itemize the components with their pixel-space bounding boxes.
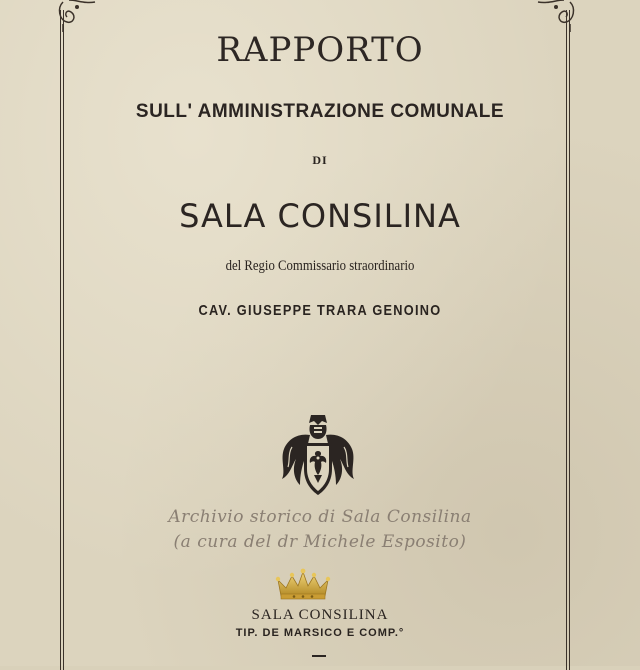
document-subtitle: SULL' AMMINISTRAZIONE COMUNALE <box>135 101 505 122</box>
preposition-text: DI <box>312 153 328 167</box>
archive-watermark-credit: (a cura del dr Michele Esposito) <box>173 532 467 552</box>
ornamental-dash <box>312 655 326 657</box>
town-name: SALA CONSILINA <box>179 197 461 235</box>
imprint-place: SALA CONSILINA <box>251 607 389 623</box>
corner-flourish-icon <box>534 0 578 32</box>
imprint-printer: TIP. DE MARSICO E COMP.° <box>235 627 405 639</box>
byline-text: del Regio Commissario straordinario <box>225 258 415 274</box>
document-title: RAPPORTO <box>216 30 424 70</box>
author-name: CAV. GIUSEPPE TRARA GENOINO <box>198 302 442 319</box>
crown-icon <box>274 568 332 602</box>
coat-of-arms-icon <box>278 413 358 499</box>
archive-watermark-line: Archivio storico di Sala Consilina <box>168 507 472 527</box>
corner-flourish-icon <box>55 0 99 32</box>
